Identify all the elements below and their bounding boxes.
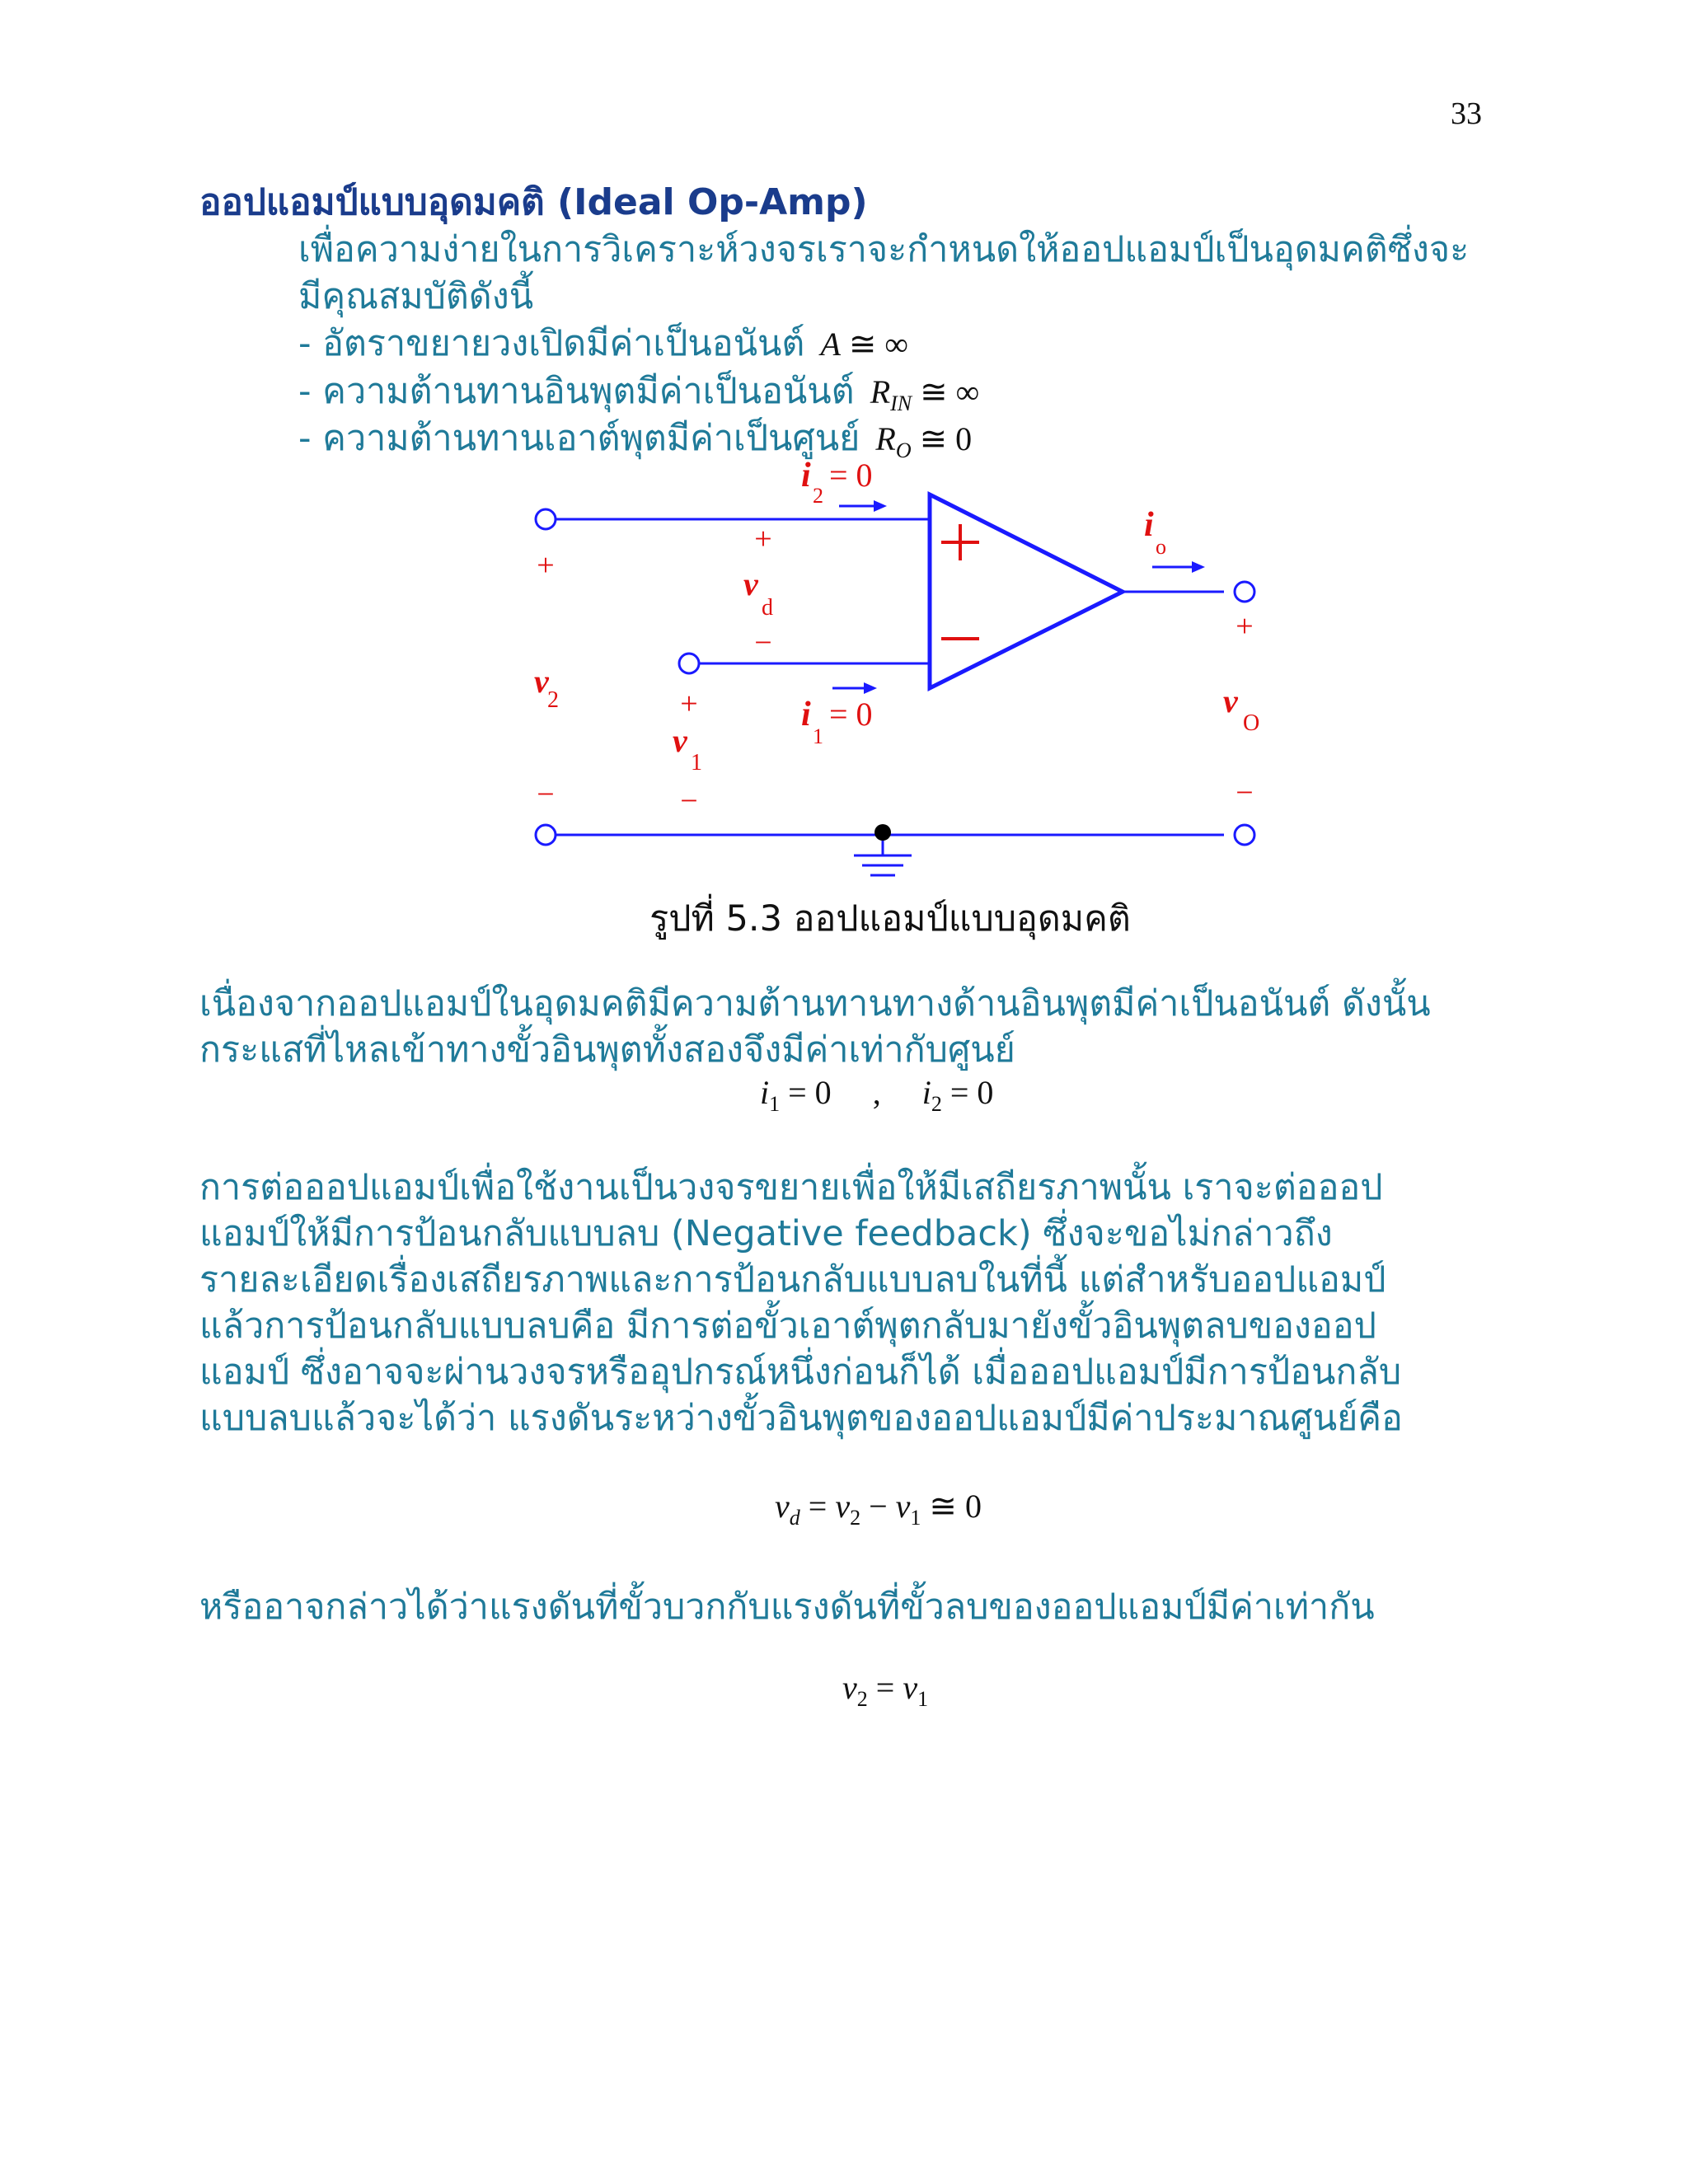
- paragraph-2-line-2: แอมป์ให้มีการป้อนกลับแบบลบ (Negative feedback) ซึ่งจะขอไม่กล่าวถึง: [199, 1213, 1333, 1254]
- io-arrow-head: [1192, 561, 1205, 573]
- v1-sub: 1: [691, 750, 702, 776]
- v1-minus-label: −: [680, 784, 698, 818]
- ideal-opamp-circuit: [511, 453, 1286, 890]
- v1-label: v: [673, 722, 687, 759]
- i2-eq: = 0: [829, 457, 873, 494]
- property-text: - ความต้านทานเอาต์พุตมีค่าเป็นศูนย์: [298, 418, 860, 459]
- vd-label: v: [743, 565, 758, 602]
- vo-sub: O: [1243, 710, 1260, 736]
- section-heading: ออปแอมป์แบบอุดมคติ (Ideal Op-Amp): [199, 181, 868, 223]
- v2-plus-label: +: [537, 548, 555, 583]
- io-sub: o: [1156, 535, 1166, 559]
- ground-node: [874, 824, 891, 841]
- paragraph-2: [199, 1165, 1489, 1441]
- paragraph-3: หรืออาจกล่าวได้ว่าแรงดันที่ขั้วบวกกับแรงดันที่ขั้วลบของออปแอมป์มีค่าเท่ากัน: [199, 1586, 1375, 1628]
- paragraph-2-line-4: แล้วการป้อนกลับแบบลบคือ มีการต่อขั้วเอาต์พุตกลับมายังขั้วอินพุตลบของออป: [199, 1305, 1376, 1347]
- terminal-v2-top: [536, 509, 556, 529]
- equation-v2-v1: $v_2 = v_1$: [842, 1669, 929, 1711]
- opamp-triangle: [930, 494, 1123, 688]
- v2-minus-label: −: [537, 777, 555, 812]
- vd-minus-label: −: [754, 626, 772, 660]
- paragraph-1-line-1: เนื่องจากออปแอมป์ในอุดมคติมีความต้านทานทางด้านอินพุตมีค่าเป็นอนันต์ ดังนั้น: [199, 983, 1431, 1024]
- property-formula: $R_{IN}$ ≅ ∞: [870, 373, 980, 415]
- vo-label: v: [1223, 682, 1238, 719]
- vd-sub: d: [762, 595, 773, 621]
- v2-label: v: [534, 663, 549, 700]
- paragraph-2-line-6: แบบลบแล้วจะได้ว่า แรงดันระหว่างขั้วอินพุตของออปแอมป์มีค่าประมาณศูนย์คือ: [199, 1398, 1403, 1439]
- i2-label: i: [801, 457, 811, 494]
- property-text: - อัตราขยายวงเปิดมีค่าเป็นอนันต์: [298, 323, 805, 364]
- v2-sub: 2: [547, 687, 559, 713]
- vo-minus-label: −: [1236, 776, 1254, 810]
- i1-arrow-head: [864, 682, 877, 694]
- io-label: i: [1144, 506, 1154, 544]
- vd-plus-label: +: [754, 522, 772, 556]
- i1-eq: = 0: [829, 696, 873, 733]
- property-formula: $R_O$ ≅ 0: [875, 420, 973, 462]
- intro-line-1: เพื่อความง่ายในการวิเคราะห์วงจรเราจะกำหนดให้ออปแอมป์เป็นอุดมคติซึ่งจะ: [298, 229, 1470, 270]
- paragraph-2-line-3: รายละเอียดเรื่องเสถียรภาพและการป้อนกลับแบบลบในที่นี้ แต่สำหรับออปแอมป์: [199, 1259, 1386, 1301]
- equation-currents: $i_1 = 0$ , $i_2 = 0$: [760, 1074, 994, 1116]
- terminal-ground-left: [536, 825, 556, 845]
- paragraph-2-line-5: แอมป์ ซึ่งอาจจะผ่านวงจรหรืออุปกรณ์หนึ่งก่อนก็ได้ เมื่อออปแอมป์มีการป้อนกลับ: [199, 1352, 1402, 1393]
- i2-sub: 2: [813, 484, 823, 508]
- i2-arrow-head: [874, 500, 887, 512]
- equation-vd: $v_d = v_2 - v_1$ ≅ 0: [775, 1488, 982, 1530]
- terminal-ground-right: [1235, 825, 1254, 845]
- paragraph-1-line-2: กระแสที่ไหลเข้าทางขั้วอินพุตทั้งสองจึงมีค่าเท่ากับศูนย์: [199, 1029, 1015, 1071]
- terminal-output: [1235, 582, 1254, 602]
- terminal-v1-top: [679, 654, 699, 673]
- i1-sub: 1: [813, 724, 823, 748]
- paragraph-2-line-1: การต่อออปแอมป์เพื่อใช้งานเป็นวงจรขยายเพื่อให้มีเสถียรภาพนั้น เราจะต่อออป: [199, 1167, 1383, 1208]
- property-formula: A ≅ ∞: [820, 326, 908, 363]
- page-number: 33: [1451, 96, 1482, 131]
- paragraph-1: [199, 981, 1489, 1073]
- v1-plus-label: +: [680, 687, 698, 721]
- i1-label: i: [801, 696, 811, 733]
- intro-line-2: มีคุณสมบัติดังนี้: [298, 276, 534, 317]
- figure-caption: รูปที่ 5.3 ออปแอมป์แบบอุดมคติ: [649, 898, 1131, 940]
- vo-plus-label: +: [1236, 609, 1254, 644]
- property-text: - ความต้านทานอินพุตมีค่าเป็นอนันต์: [298, 371, 855, 412]
